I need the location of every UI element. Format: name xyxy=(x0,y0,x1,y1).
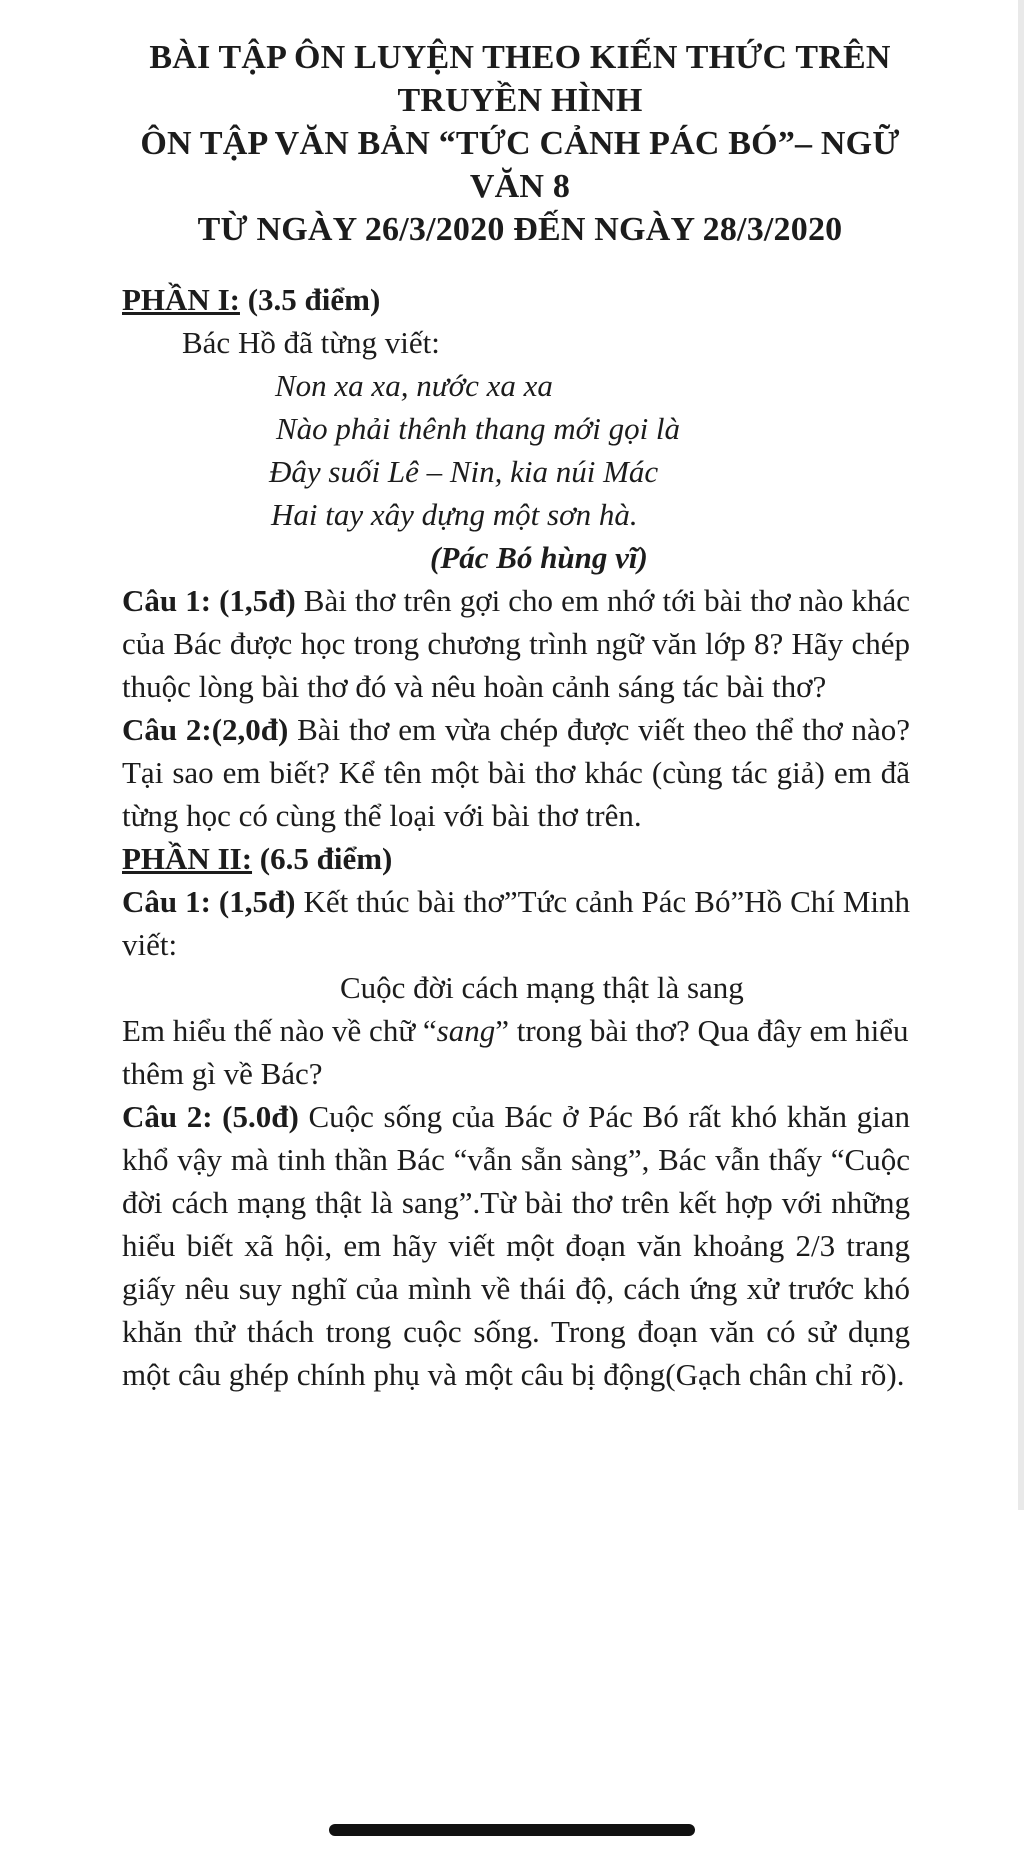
part2-label: PHẦN II: xyxy=(122,841,253,876)
part1-label: PHẦN I: xyxy=(122,282,240,317)
question-label: Câu 1: (1,5đ) xyxy=(122,884,296,919)
poem-line: Nào phải thênh thang mới gọi là xyxy=(276,411,681,446)
emphasized-word: sang xyxy=(436,1013,496,1048)
scroll-edge xyxy=(1018,0,1024,1510)
follow-text-a: Em hiểu thế nào về chữ “ xyxy=(122,1013,437,1048)
title-line-4: VĂN 8 xyxy=(469,168,571,205)
poem-line: Hai tay xây dựng một sơn hà. xyxy=(271,497,638,532)
part1-intro: Bác Hồ đã từng viết: xyxy=(182,325,440,360)
question-label: Câu 1: (1,5đ) xyxy=(122,583,296,618)
part1-points: (3.5 điểm) xyxy=(247,282,381,317)
question-text: Cuộc sống của Bác ở Pác Bó rất khó khăn gian khổ vậy mà tinh thần Bác “vẫn sẵn sàng”, Bác vẫn thấy “Cuộc đời cách mạng thật là sang”.Từ bài thơ trên kết hợp với những hiểu biết xã hội, em hãy viết một đoạn văn khoảng 2/3 trang giấy nêu suy nghĩ của mình về thái độ, cách ứng xử trước khó khăn thử thách trong cuộc sống. Trong đoạn văn có sử dụng một câu ghép chính phụ và một câu bị động(Gạch chân chỉ rõ). xyxy=(122,1099,910,1392)
part2-question-1 xyxy=(122,880,910,966)
part1-question-1 xyxy=(122,579,910,708)
part2-points: (6.5 điểm) xyxy=(259,841,393,876)
part1-heading xyxy=(122,278,910,321)
question-text: Kết thúc bài thơ”Tức cảnh Pác Bó”Hồ Chí Minh viết: xyxy=(122,884,910,962)
part2-question-2 xyxy=(122,1095,910,1396)
part1-question-2 xyxy=(122,708,910,837)
quoted-verse: Cuộc đời cách mạng thật là sang xyxy=(340,970,744,1005)
home-indicator[interactable] xyxy=(329,1824,695,1836)
poem-line: Non xa xa, nước xa xa xyxy=(275,368,553,403)
question-label: Câu 2:(2,0đ) xyxy=(122,712,289,747)
document-title xyxy=(110,36,930,251)
part2-question-1-follow xyxy=(122,1009,910,1095)
question-text: Bài thơ trên gợi cho em nhớ tới bài thơ nào khác của Bác được học trong chương trình ngữ văn lớp 8? Hãy chép thuộc lòng bài thơ đó và nêu hoàn cảnh sáng tác bài thơ? xyxy=(122,583,910,704)
part2-heading xyxy=(122,837,910,880)
follow-text-b: ” trong bài thơ? Qua đây em hiểu thêm gì về Bác? xyxy=(122,1013,909,1091)
poem-source: (Pác Bó hùng vĩ) xyxy=(430,540,648,575)
title-line-1: BÀI TẬP ÔN LUYỆN THEO KIẾN THỨC TRÊN xyxy=(149,39,891,76)
document-body xyxy=(122,278,910,1396)
title-line-5: TỪ NGÀY 26/3/2020 ĐẾN NGÀY 28/3/2020 xyxy=(197,211,843,248)
question-label: Câu 2: (5.0đ) xyxy=(122,1099,299,1134)
poem-line: Đây suối Lê – Nin, kia núi Mác xyxy=(269,454,659,489)
title-line-2: TRUYỀN HÌNH xyxy=(397,82,643,119)
title-line-3: ÔN TẬP VĂN BẢN “TỨC CẢNH PÁC BÓ”– NGỮ xyxy=(140,125,900,162)
question-text: Bài thơ em vừa chép được viết theo thể thơ nào? Tại sao em biết? Kể tên một bài thơ khác (cùng tác giả) em đã từng học có cùng thể loại với bài thơ trên. xyxy=(122,712,910,833)
